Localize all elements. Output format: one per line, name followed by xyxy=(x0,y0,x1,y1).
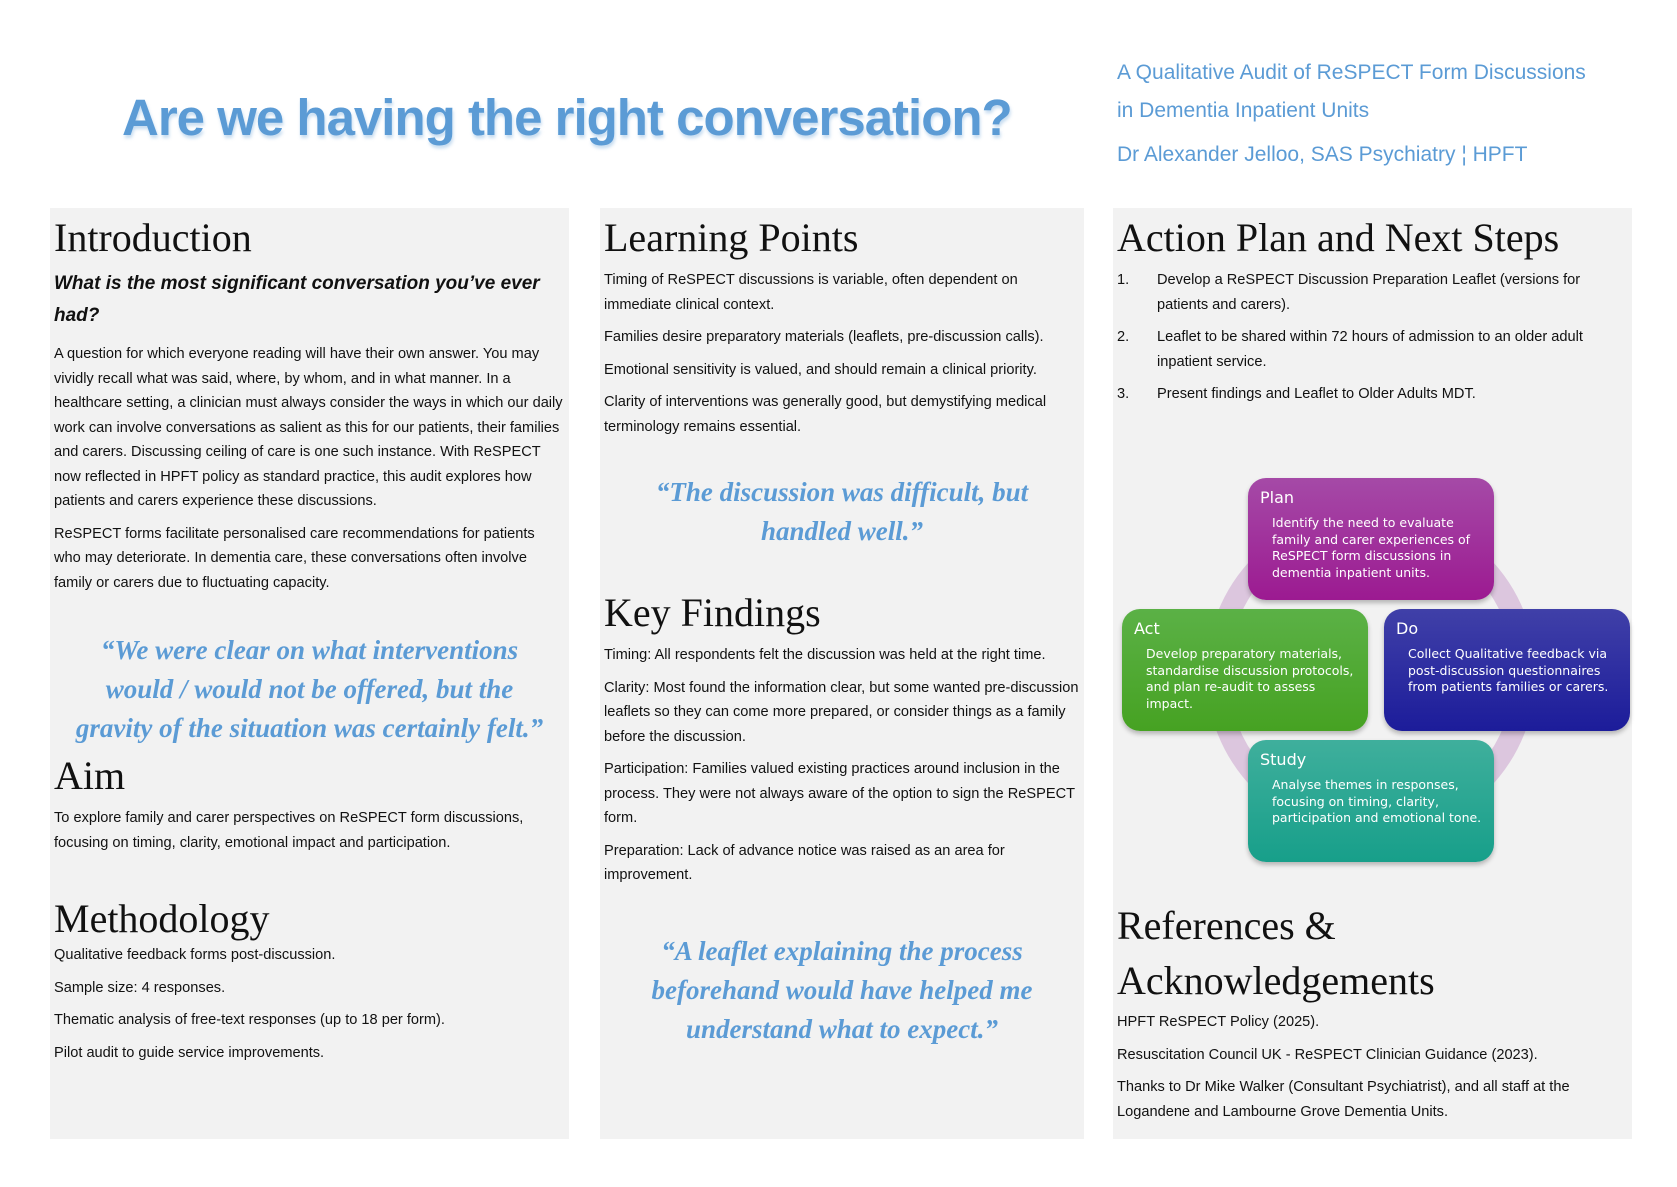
aim-heading: Aim xyxy=(54,753,126,798)
subtitle-line-2: in Dementia Inpatient Units xyxy=(1117,99,1370,122)
key-finding-item: Participation: Families valued existing practices around inclusion in the process. They were not always aware of the option to sign the ReSPECT form. xyxy=(604,761,1075,826)
key-finding-item: Preparation: Lack of advance notice was raised as an area for improvement. xyxy=(604,842,1005,883)
introduction-quote: “We were clear on what interventions would / would not be offered, but the gravity of the situation was certainly felt.” xyxy=(75,635,544,743)
action-plan-list xyxy=(1117,268,1628,407)
pdsa-plan-title: Plan xyxy=(1260,488,1295,507)
pdsa-plan-box xyxy=(1248,478,1494,600)
pdsa-act-text: Develop preparatory materials, standardise discussion protocols, and plan re-audit to assess impact. xyxy=(1146,646,1354,711)
pdsa-do-title: Do xyxy=(1396,619,1419,638)
action-plan-item xyxy=(1117,268,1628,317)
methodology-item: Sample size: 4 responses. xyxy=(54,979,226,996)
action-plan-item xyxy=(1117,382,1628,407)
aim-text: To explore family and carer perspectives on ReSPECT form discussions, focusing on timing, clarity, emotional impact and participation. xyxy=(54,810,524,851)
action-number: 3. xyxy=(1117,386,1130,402)
action-text: Develop a ReSPECT Discussion Preparation Leaflet (versions for patients and carers). xyxy=(1157,272,1581,313)
pdsa-study-title: Study xyxy=(1260,750,1307,769)
author-line: Dr Alexander Jelloo, SAS Psychiatry ¦ HPFT xyxy=(1117,143,1528,166)
key-findings-heading: Key Findings xyxy=(604,590,821,635)
learning-points-heading: Learning Points xyxy=(604,215,859,260)
introduction-paragraph: A question for which everyone reading will have their own answer. You may vividly recall what was said, where, by whom, and in what manner. In a healthcare setting, a clinician must always consider the ways in which our daily work can involve conversations as salient as this for our patients, their families and carers. Discussing ceiling of care is one such instance. With ReSPECT now reflected in HPFT policy as standard practice, this audit explores how patients and carers experience these discussions. xyxy=(54,346,563,509)
pdsa-do-box xyxy=(1384,609,1630,731)
action-number: 1. xyxy=(1117,272,1130,288)
pdsa-cycle-diagram xyxy=(1116,478,1628,868)
reference-item: Resuscitation Council UK - ReSPECT Clinician Guidance (2023). xyxy=(1117,1046,1538,1063)
pdsa-do-text: Collect Qualitative feedback via post-discussion questionnaires from patients families or carers. xyxy=(1408,646,1609,694)
learning-point-item: Timing of ReSPECT discussions is variable, often dependent on immediate clinical context. xyxy=(604,272,1018,313)
poster-title: Are we having the right conversation? xyxy=(122,89,1012,146)
right-column-panel xyxy=(1113,208,1632,1139)
learning-point-item: Emotional sensitivity is valued, and should remain a clinical priority. xyxy=(604,361,1037,378)
learning-point-item: Clarity of interventions was generally good, but demystifying medical terminology remains essential. xyxy=(604,394,1047,435)
pdsa-plan-text: Identify the need to evaluate family and carer experiences of ReSPECT form discussions in dementia inpatient units. xyxy=(1272,515,1471,580)
middle-column-panel xyxy=(600,208,1084,1139)
action-text: Leaflet to be shared within 72 hours of admission to an older adult inpatient service. xyxy=(1157,329,1583,370)
left-column-panel xyxy=(50,208,569,1139)
key-finding-item: Timing: All respondents felt the discussion was held at the right time. xyxy=(604,647,1046,663)
pdsa-study-box xyxy=(1248,740,1494,862)
methodology-item: Qualitative feedback forms post-discussion. xyxy=(54,947,336,963)
reference-item: HPFT ReSPECT Policy (2025). xyxy=(1117,1014,1320,1030)
pdsa-act-title: Act xyxy=(1134,619,1160,638)
acknowledgement-text: Thanks to Dr Mike Walker (Consultant Psychiatrist), and all staff at the Logandene and Lambourne Grove Dementia Units. xyxy=(1117,1079,1570,1120)
methodology-item: Thematic analysis of free-text responses (up to 18 per form). xyxy=(54,1012,445,1028)
pdsa-study-text: Analyse themes in responses, focusing on timing, clarity, participation and emotional tone. xyxy=(1272,777,1482,825)
learning-points-quote: “The discussion was difficult, but handled well.” xyxy=(655,477,1029,546)
learning-point-item: Families desire preparatory materials (leaflets, pre-discussion calls). xyxy=(604,329,1044,345)
subtitle-line-1: A Qualitative Audit of ReSPECT Form Discussions xyxy=(1117,61,1586,84)
key-findings-quote: “A leaflet explaining the process beforehand would have helped me understand what to expect.” xyxy=(651,935,1033,1044)
action-plan-heading: Action Plan and Next Steps xyxy=(1117,215,1560,260)
pdsa-act-box xyxy=(1122,609,1368,731)
key-finding-item: Clarity: Most found the information clear, but some wanted pre-discussion leaflets so they can come more prepared, or consider things as a family before the discussion. xyxy=(604,679,1079,745)
action-plan-item xyxy=(1117,325,1628,374)
references-heading: References & Acknowledgements xyxy=(1117,903,1435,1003)
introduction-paragraph: ReSPECT forms facilitate personalised care recommendations for patients who may deteriorate. In dementia care, these conversations often involve family or carers due to fluctuating capacity. xyxy=(54,525,535,591)
references-section xyxy=(1117,898,1617,1132)
methodology-item: Pilot audit to guide service improvements. xyxy=(54,1044,325,1061)
poster-subtitle xyxy=(1117,54,1637,174)
action-text: Present findings and Leaflet to Older Adults MDT. xyxy=(1157,386,1476,402)
introduction-lead-question: What is the most significant conversation you’ve ever had? xyxy=(54,273,540,326)
action-number: 2. xyxy=(1117,329,1130,345)
introduction-heading: Introduction xyxy=(54,215,252,260)
methodology-heading: Methodology xyxy=(54,896,270,941)
